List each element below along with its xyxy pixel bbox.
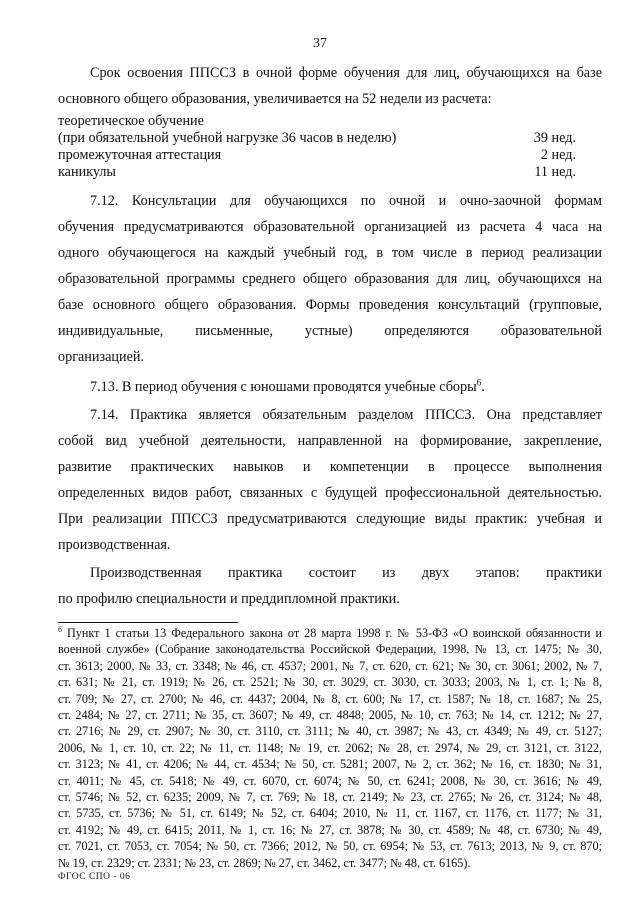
section-7-12	[58, 188, 602, 370]
footnote-line: ст. 4192; № 49, ст. 6415; 2011, № 1, ст. 16; № 27, ст. 3878; № 30, ст. 4589; № 48, ст. 6730; № 49,	[58, 822, 602, 837]
text-line: собой вид учебной деятельности, направленной на формирование, закрепление,	[58, 433, 602, 449]
text-line: Производственная практика состоит из двух этапов: практики	[90, 565, 602, 581]
text-line: одного обучающегося на каждый учебный год, в том числе в период реализации	[58, 245, 602, 261]
schedule-label: (при обязательной учебной нагрузке 36 часов в неделю)	[58, 130, 397, 146]
footnote-text: Пункт 1 статьи 13 Федерального закона от 28 марта 1998 г. № 53-ФЗ «О воинской обязанности и	[66, 626, 602, 640]
footnote-line: ст. 4011; № 45, ст. 5418; № 49, ст. 6070, ст. 6074; № 50, ст. 6241; 2008, № 30, ст. 3616; № 49,	[58, 773, 602, 788]
text-line: 7.14. Практика является обязательным разделом ППССЗ. Она представляет	[90, 407, 602, 423]
footnote-line: ст. 7021, ст. 7053, ст. 7054; № 50, ст. 7366; 2012, № 50, ст. 6954; № 53, ст. 7613; 2013, № 9, ст. 870;	[58, 839, 602, 854]
schedule-label: каникулы	[58, 164, 116, 180]
document-code: ФГОС СПО - 06	[58, 872, 131, 882]
text-line: Срок освоения ППССЗ в очной форме обучения для лиц, обучающихся на базе	[90, 65, 602, 81]
text-line: 7.13. В период обучения с юношами проводятся учебные сборы$^6$.	[90, 377, 485, 395]
schedule-value: 39 нед.	[533, 130, 576, 146]
production-practice-paragraph	[58, 560, 602, 612]
duration-schedule	[58, 113, 576, 181]
text-line: обучения предусматриваются образовательной организацией из расчета 4 часа на	[58, 219, 602, 235]
footnote-line: ст. 709; № 27, ст. 2700; № 46, ст. 4437; 2004, № 8, ст. 600; № 17, ст. 1587; № 18, ст. 1687; № 25,	[58, 691, 602, 706]
section-7-13	[58, 374, 602, 400]
intro-paragraph	[58, 60, 602, 112]
section-7-14	[58, 402, 602, 558]
schedule-row	[58, 147, 576, 164]
schedule-label: теоретическое обучение	[58, 113, 204, 129]
schedule-label: промежуточная аттестация	[58, 147, 222, 163]
text-line: индивидуальные, письменные, устные) определяются образовательной	[58, 323, 602, 339]
text-line: При реализации ППССЗ предусматриваются следующие виды практик: учебная и	[58, 511, 602, 527]
text-line: основного общего образования, увеличивается на 52 недели из расчета:	[58, 91, 492, 107]
text-line: развитие практических навыков и компетенции в процессе выполнения	[58, 459, 602, 475]
footnote-line: ст. 2716; № 29, ст. 2907; № 30, ст. 3110, ст. 3111; № 40, ст. 3987; № 43, ст. 4349; № 49, ст. 5127;	[58, 724, 602, 739]
footnote-line: ст. 5735, ст. 5736; № 51, ст. 6149; № 52, ст. 6404; 2010, № 11, ст. 1167, ст. 1176, ст. 1177; № 31,	[58, 806, 602, 821]
text-line: определенных видов работ, связанных с будущей профессиональной деятельностью.	[58, 485, 602, 501]
footnote-line: ст. 5746; № 52, ст. 6235; 2009, № 7, ст. 769; № 18, ст. 2149; № 23, ст. 2765; № 26, ст. 3124; № 48,	[58, 790, 602, 805]
footnote-line: ст. 631; № 21, ст. 1919; № 26, ст. 2521; № 30, ст. 3029, ст. 3030, ст. 3033; 2003, № 1, ст. 1; № 8,	[58, 675, 602, 690]
schedule-value: 2 нед.	[540, 147, 576, 163]
footnote-line	[58, 625, 602, 641]
text-line: базе основного общего образования. Формы проведения консультаций (групповые,	[58, 297, 602, 313]
footnote-line: военной службе» (Собрание законодательства Российской Федерации, 1998, № 13, ст. 1475; № 30,	[58, 642, 602, 657]
footnote-line: ст. 2484; № 27, ст. 2711; № 35, ст. 3607; № 49, ст. 4848; 2005, № 10, ст. 763; № 14, ст. 1212; № 27,	[58, 708, 602, 723]
text-line: 7.12. Консультации для обучающихся по очной и очно-заочной формам	[90, 193, 602, 209]
text-line: организацией.	[58, 349, 145, 365]
footnote-reference: 6	[476, 377, 482, 388]
footnote	[58, 625, 602, 871]
section-7-13-text: 7.13. В период обучения с юношами проводятся учебные сборы	[90, 379, 477, 395]
footnote-line: 2006, № 1, ст. 10, ст. 22; № 11, ст. 1148; № 19, ст. 2062; № 28, ст. 2974, № 29, ст. 3121, ст. 3122,	[58, 740, 602, 755]
footnote-line: ст. 3123; № 41, ст. 4206; № 44, ст. 4534; № 50, ст. 5281; 2007, № 2, ст. 362; № 16, ст. 1830; № 31,	[58, 757, 602, 772]
schedule-row	[58, 130, 576, 147]
footnote-marker: 6	[58, 624, 62, 634]
schedule-row	[58, 113, 576, 130]
page-number: 37	[313, 36, 327, 51]
text-line: образовательной программы среднего общего образования для лиц, обучающихся на	[58, 271, 602, 287]
footnote-divider	[58, 622, 238, 623]
footnote-line: № 19, ст. 2329; ст. 2331; № 23, ст. 2869; № 27, ст. 3462, ст. 3477; № 48, ст. 6165).	[58, 855, 471, 870]
footnote-line: ст. 3613; 2000, № 33, ст. 3348; № 46, ст. 4537; 2001, № 7, ст. 620, ст. 621; № 30, ст. 3061; 2002, № 7,	[58, 658, 602, 673]
schedule-row	[58, 164, 576, 181]
text-line: по профилю специальности и преддипломной практики.	[58, 591, 400, 607]
text-line: производственная.	[58, 537, 171, 553]
schedule-value: 11 нед.	[534, 164, 576, 180]
